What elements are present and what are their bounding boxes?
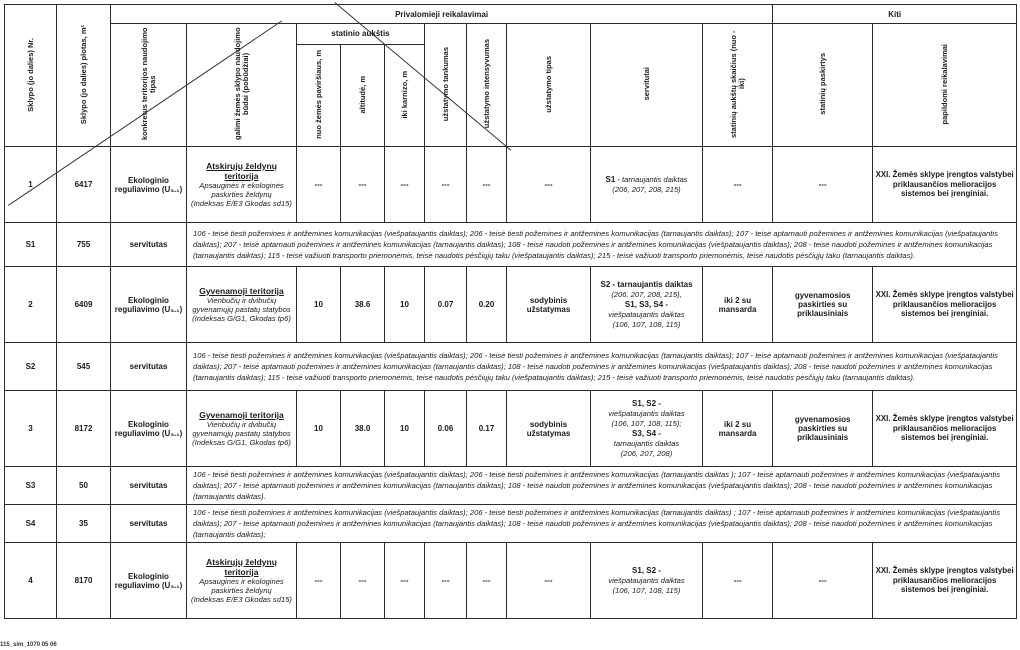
cell-pask: gyvenamosios paskirties su priklausiniais bbox=[773, 267, 873, 343]
cell-iki: --- bbox=[385, 543, 425, 619]
serv-line: S2 - tarnaujantis daiktas bbox=[600, 279, 693, 289]
cell-tipas: servitutas bbox=[111, 505, 187, 543]
serv-line: viešpataujantis daiktas bbox=[608, 575, 685, 585]
header-nuo-zemes: nuo žemės paviršiaus, m bbox=[297, 44, 341, 146]
cell-tank: 0.06 bbox=[425, 391, 467, 467]
use-title: Gyvenamoji teritorija bbox=[199, 409, 284, 420]
cell-papild: XXI. Žemės sklype įrengtos valstybei priklausančios melioracijos sistemos bei įrenginiai. bbox=[873, 147, 1017, 223]
header-privalomieji: Privalomieji reikalavimai bbox=[111, 5, 773, 24]
cell-nr: S3 bbox=[5, 467, 57, 505]
header-uzstatymo-tipas: užstatymo tipas bbox=[507, 24, 591, 147]
header-uzstatymo-tankumas: užstatymo tankumas bbox=[425, 24, 467, 147]
cell-nuo: --- bbox=[297, 543, 341, 619]
cell-nr: S2 bbox=[5, 343, 57, 391]
cell-tipas: servitutas bbox=[111, 343, 187, 391]
cell-papild: XXI. Žemės sklype įrengtos valstybei priklausančios melioracijos sistemos bei įrenginiai. bbox=[873, 391, 1017, 467]
cell-tipas: servitutas bbox=[111, 467, 187, 505]
header-aukstu-skaicius: statinių aukštų skaičius (nuo - iki) bbox=[703, 24, 773, 147]
cell-nr: S1 bbox=[5, 223, 57, 267]
cell-auk: iki 2 su mansarda bbox=[703, 391, 773, 467]
cell-plotas: 755 bbox=[57, 223, 111, 267]
header-kiti: Kiti bbox=[773, 5, 1017, 24]
cell-plotas: 545 bbox=[57, 343, 111, 391]
serv-line: viešpataujantis daiktas bbox=[608, 309, 685, 319]
table-row bbox=[5, 543, 1017, 619]
cell-papild: XXI. Žemės sklype įrengtos valstybei priklausančios melioracijos sistemos bei įrenginiai. bbox=[873, 543, 1017, 619]
cell-iki: 10 bbox=[385, 391, 425, 467]
cell-nr: 3 bbox=[5, 391, 57, 467]
cell-tank: --- bbox=[425, 543, 467, 619]
use-desc: Apsauginės ir ekologinės paskirties želdynų bbox=[199, 576, 284, 595]
use-title: Gyvenamoji teritorija bbox=[199, 285, 284, 296]
serv-line: (106, 107, 108, 115) bbox=[612, 319, 681, 329]
servitude-text: 106 - teisė tiesti požemines ir antžemines komunikacijas (viešpataujantis daiktas); 206 - teisė tiesti požemines ir antžemines komunikacijas (tarnaujantis daiktas) ; 107 - teisė aptarnauti požemines ir antžemines komunikacijas (viešpataujantis daiktas); 207 - teisė aptarnauti požemines ir antžemines komunikacijas (tarnaujantis daiktas); 108 - teisė naudoti požemines ir antžemines komunikacijas (viešpataujantis daiktas); 208 - teisė naudoti požemines ir antžemines komunikacijas (tarnaujantis daiktas); bbox=[187, 505, 1017, 543]
header-galimi: galimi žemės sklypo naudojimo būdai (pobūdžiai) bbox=[187, 24, 297, 147]
cell-servitutai bbox=[591, 543, 703, 619]
table-row bbox=[5, 343, 1017, 391]
serv-desc: - tarnaujantis daiktas bbox=[615, 175, 688, 185]
use-title: Atskirųjų želdynų teritorija bbox=[206, 556, 277, 577]
cell-servitutai bbox=[591, 267, 703, 343]
use-desc: Apsauginės ir ekologinės paskirties želdynų bbox=[199, 180, 284, 199]
header-iki-kraigo: iki karnizo, m bbox=[385, 44, 425, 146]
serv-line: (206, 207, 208, 215), bbox=[611, 289, 682, 299]
cell-nr: 4 bbox=[5, 543, 57, 619]
cell-plotas: 50 bbox=[57, 467, 111, 505]
header-paskirtys: statinių paskirtys bbox=[773, 24, 873, 147]
cell-nr: 2 bbox=[5, 267, 57, 343]
cell-int: 0.17 bbox=[467, 391, 507, 467]
serv-nums: (206, 207, 208, 215) bbox=[612, 184, 681, 194]
cell-utipas: sodybinis užstatymas bbox=[507, 391, 591, 467]
cell-papild: XXI. Žemės sklype įrengtos valstybei priklausančios melioracijos sistemos bei įrenginiai. bbox=[873, 267, 1017, 343]
cell-nuo: 10 bbox=[297, 267, 341, 343]
use-title: Atskirųjų želdynų teritorija bbox=[206, 160, 277, 181]
cell-plotas: 35 bbox=[57, 505, 111, 543]
cell-servitutai bbox=[591, 391, 703, 467]
serv-line: (106, 107, 108, 115); bbox=[611, 418, 682, 428]
cell-nr: S4 bbox=[5, 505, 57, 543]
header-papildomi: papildomi reikalavimai bbox=[873, 24, 1017, 147]
serv-line: S1, S2 - bbox=[632, 398, 661, 408]
cell-plotas: 8170 bbox=[57, 543, 111, 619]
header-uzstatymo-intensyvumas: užstatymo intensyvumas bbox=[467, 24, 507, 147]
serv-line: tarnaujantis daiktas bbox=[613, 438, 680, 448]
cell-alt: --- bbox=[341, 543, 385, 619]
cell-nuo: 10 bbox=[297, 391, 341, 467]
servitude-text: 106 - teisė tiesti požemines ir antžemines komunikacijas (viešpataujantis daiktas); 206 - teisė tiesti požemines ir antžemines komunikacijas (tarnaujantis daiktas ); 107 - teisė aptarnauti požemines ir antžemines komunikacijas (viešpataujantis daiktas); 207 - teisė aptarnauti požemines ir antžemines komunikacijas (tarnaujantis daiktas); 108 - teisė naudoti požemines ir antžemines komunikacijas (viešpataujantis daiktas); 208 - teisė naudoti požemines ir antžemines komunikacijas (tarnaujantis daiktas). bbox=[187, 467, 1017, 505]
cell-plotas: 8172 bbox=[57, 391, 111, 467]
header-altitude: altitudė, m bbox=[341, 44, 385, 146]
use-code: (Indeksas E/E3 Gkodas sd15) bbox=[191, 199, 292, 209]
cell-tipas: servitutas bbox=[111, 223, 187, 267]
use-code: (Indeksas E/E3 Gkodas sd15) bbox=[191, 595, 292, 605]
header-sklypo-plotas: Sklypo (jo dalies) plotas, m² bbox=[57, 5, 111, 147]
cell-galimi bbox=[187, 267, 297, 343]
use-code: (Indeksas G/G1, Gkodas tp6) bbox=[192, 438, 291, 448]
cell-alt: --- bbox=[341, 147, 385, 223]
servitude-text: 106 - teisė tiesti požemines ir antžemines komunikacijas (viešpataujantis daiktas); 206 - teisė tiesti požemines ir antžemines komunikacijas (tarnaujantis daiktas); 107 - teisė aptarnauti požemines ir antžemines komunikacijas (viešpataujantis daiktas); 207 - teisė aptarnauti požemines ir antžemines komunikacijas (tarnaujantis daiktas); 108 - teisė naudoti požemines ir antžemines komunikacijas (viešpataujantis daiktas); 208 - teisė naudoti požemines ir antžemines komunikacijas (tarnaujantis daiktas); 115 - teisė važiuoti transporto priemonėmis, teisė naudotis pėsčiųjų taku (viešpataujantis daiktas); 215 - teisė važiuoti transporto priemonėmis, teisė naudotis pėsčiųjų taku (tarnaujantis daiktas). bbox=[187, 223, 1017, 267]
cell-tipas: Ekologinio reguliavimo (U₃.₁) bbox=[111, 267, 187, 343]
cell-auk: iki 2 su mansarda bbox=[703, 267, 773, 343]
cell-pask: gyvenamosios paskirties su priklausiniais bbox=[773, 391, 873, 467]
serv-line: (106, 107, 108, 115) bbox=[612, 585, 681, 595]
cell-utipas: --- bbox=[507, 543, 591, 619]
cell-iki: --- bbox=[385, 147, 425, 223]
cell-utipas: --- bbox=[507, 147, 591, 223]
serv-line: (206, 207, 208) bbox=[620, 448, 673, 458]
cell-alt: 38.0 bbox=[341, 391, 385, 467]
cell-plotas: 6409 bbox=[57, 267, 111, 343]
header-statinio-aukstis: statinio aukštis bbox=[297, 24, 425, 45]
cell-tipas: Ekologinio reguliavimo (U₃.₁) bbox=[111, 147, 187, 223]
serv-line: S1, S2 - bbox=[632, 565, 661, 575]
table-row bbox=[5, 147, 1017, 223]
serv-line: S3, S4 - bbox=[632, 428, 661, 438]
cell-galimi bbox=[187, 543, 297, 619]
cell-utipas: sodybinis užstatymas bbox=[507, 267, 591, 343]
table-row bbox=[5, 223, 1017, 267]
serv-line: viešpataujantis daiktas bbox=[608, 408, 685, 418]
cell-galimi bbox=[187, 147, 297, 223]
cell-plotas: 6417 bbox=[57, 147, 111, 223]
header-konkretus: konkretus teritorijos naudojimo tipas bbox=[111, 24, 187, 147]
table-row bbox=[5, 267, 1017, 343]
table-row bbox=[5, 391, 1017, 467]
cell-iki: 10 bbox=[385, 267, 425, 343]
cell-tipas: Ekologinio reguliavimo (U₃.₁) bbox=[111, 391, 187, 467]
table-row bbox=[5, 505, 1017, 543]
cell-nr: 1 bbox=[5, 147, 57, 223]
cell-pask: --- bbox=[773, 147, 873, 223]
use-desc: Vienbučių ir dvibučių gyvenamųjų pastatų statybos bbox=[192, 295, 291, 314]
cell-tank: --- bbox=[425, 147, 467, 223]
cell-servitutai bbox=[591, 147, 703, 223]
regulations-table bbox=[4, 4, 1017, 619]
header-servitutai: servitutai bbox=[591, 24, 703, 147]
cell-nuo: --- bbox=[297, 147, 341, 223]
cell-tank: 0.07 bbox=[425, 267, 467, 343]
serv-line: S1, S3, S4 - bbox=[624, 299, 669, 309]
cell-alt: 38.6 bbox=[341, 267, 385, 343]
cell-tipas: Ekologinio reguliavimo (U₃.₁) bbox=[111, 543, 187, 619]
cell-auk: --- bbox=[703, 543, 773, 619]
table-row bbox=[5, 467, 1017, 505]
cell-galimi bbox=[187, 391, 297, 467]
servitude-text: 106 - teisė tiesti požemines ir antžemines komunikacijas (viešpataujantis daiktas); 206 - teisė tiesti požemines ir antžemines komunikacijas (tarnaujantis daiktas); 107 - teisė aptarnauti požemines ir antžemines komunikacijas (viešpataujantis daiktas); 207 - teisė aptarnauti požemines ir antžemines komunikacijas (tarnaujantis daiktas); 108 - teisė naudoti požemines ir antžemines komunikacijas (viešpataujantis daiktas); 208 - teisė naudoti požemines ir antžemines komunikacijas (tarnaujantis daiktas); 115 - teisė važiuoti transporto priemonėmis, teisė naudotis pėsčiųjų taku (viešpataujantis daiktas); 215 - teisė važiuoti transporto priemonėmis, teisė naudotis pėsčiųjų taku (tarnaujantis daiktas). bbox=[187, 343, 1017, 391]
use-desc: Vienbučių ir dvibučių gyvenamųjų pastatų statybos bbox=[192, 419, 291, 438]
cell-auk: --- bbox=[703, 147, 773, 223]
header-sklypo-nr: Sklypo (jo dalies) Nr. bbox=[5, 5, 57, 147]
cell-pask: --- bbox=[773, 543, 873, 619]
use-code: (Indeksas G/G1, Gkodas tp6) bbox=[192, 314, 291, 324]
cell-int: --- bbox=[467, 543, 507, 619]
serv-code: S1 bbox=[605, 175, 616, 185]
cell-int: --- bbox=[467, 147, 507, 223]
cell-int: 0.20 bbox=[467, 267, 507, 343]
footer-note: 115_sim_1070 05 06 bbox=[0, 642, 57, 648]
